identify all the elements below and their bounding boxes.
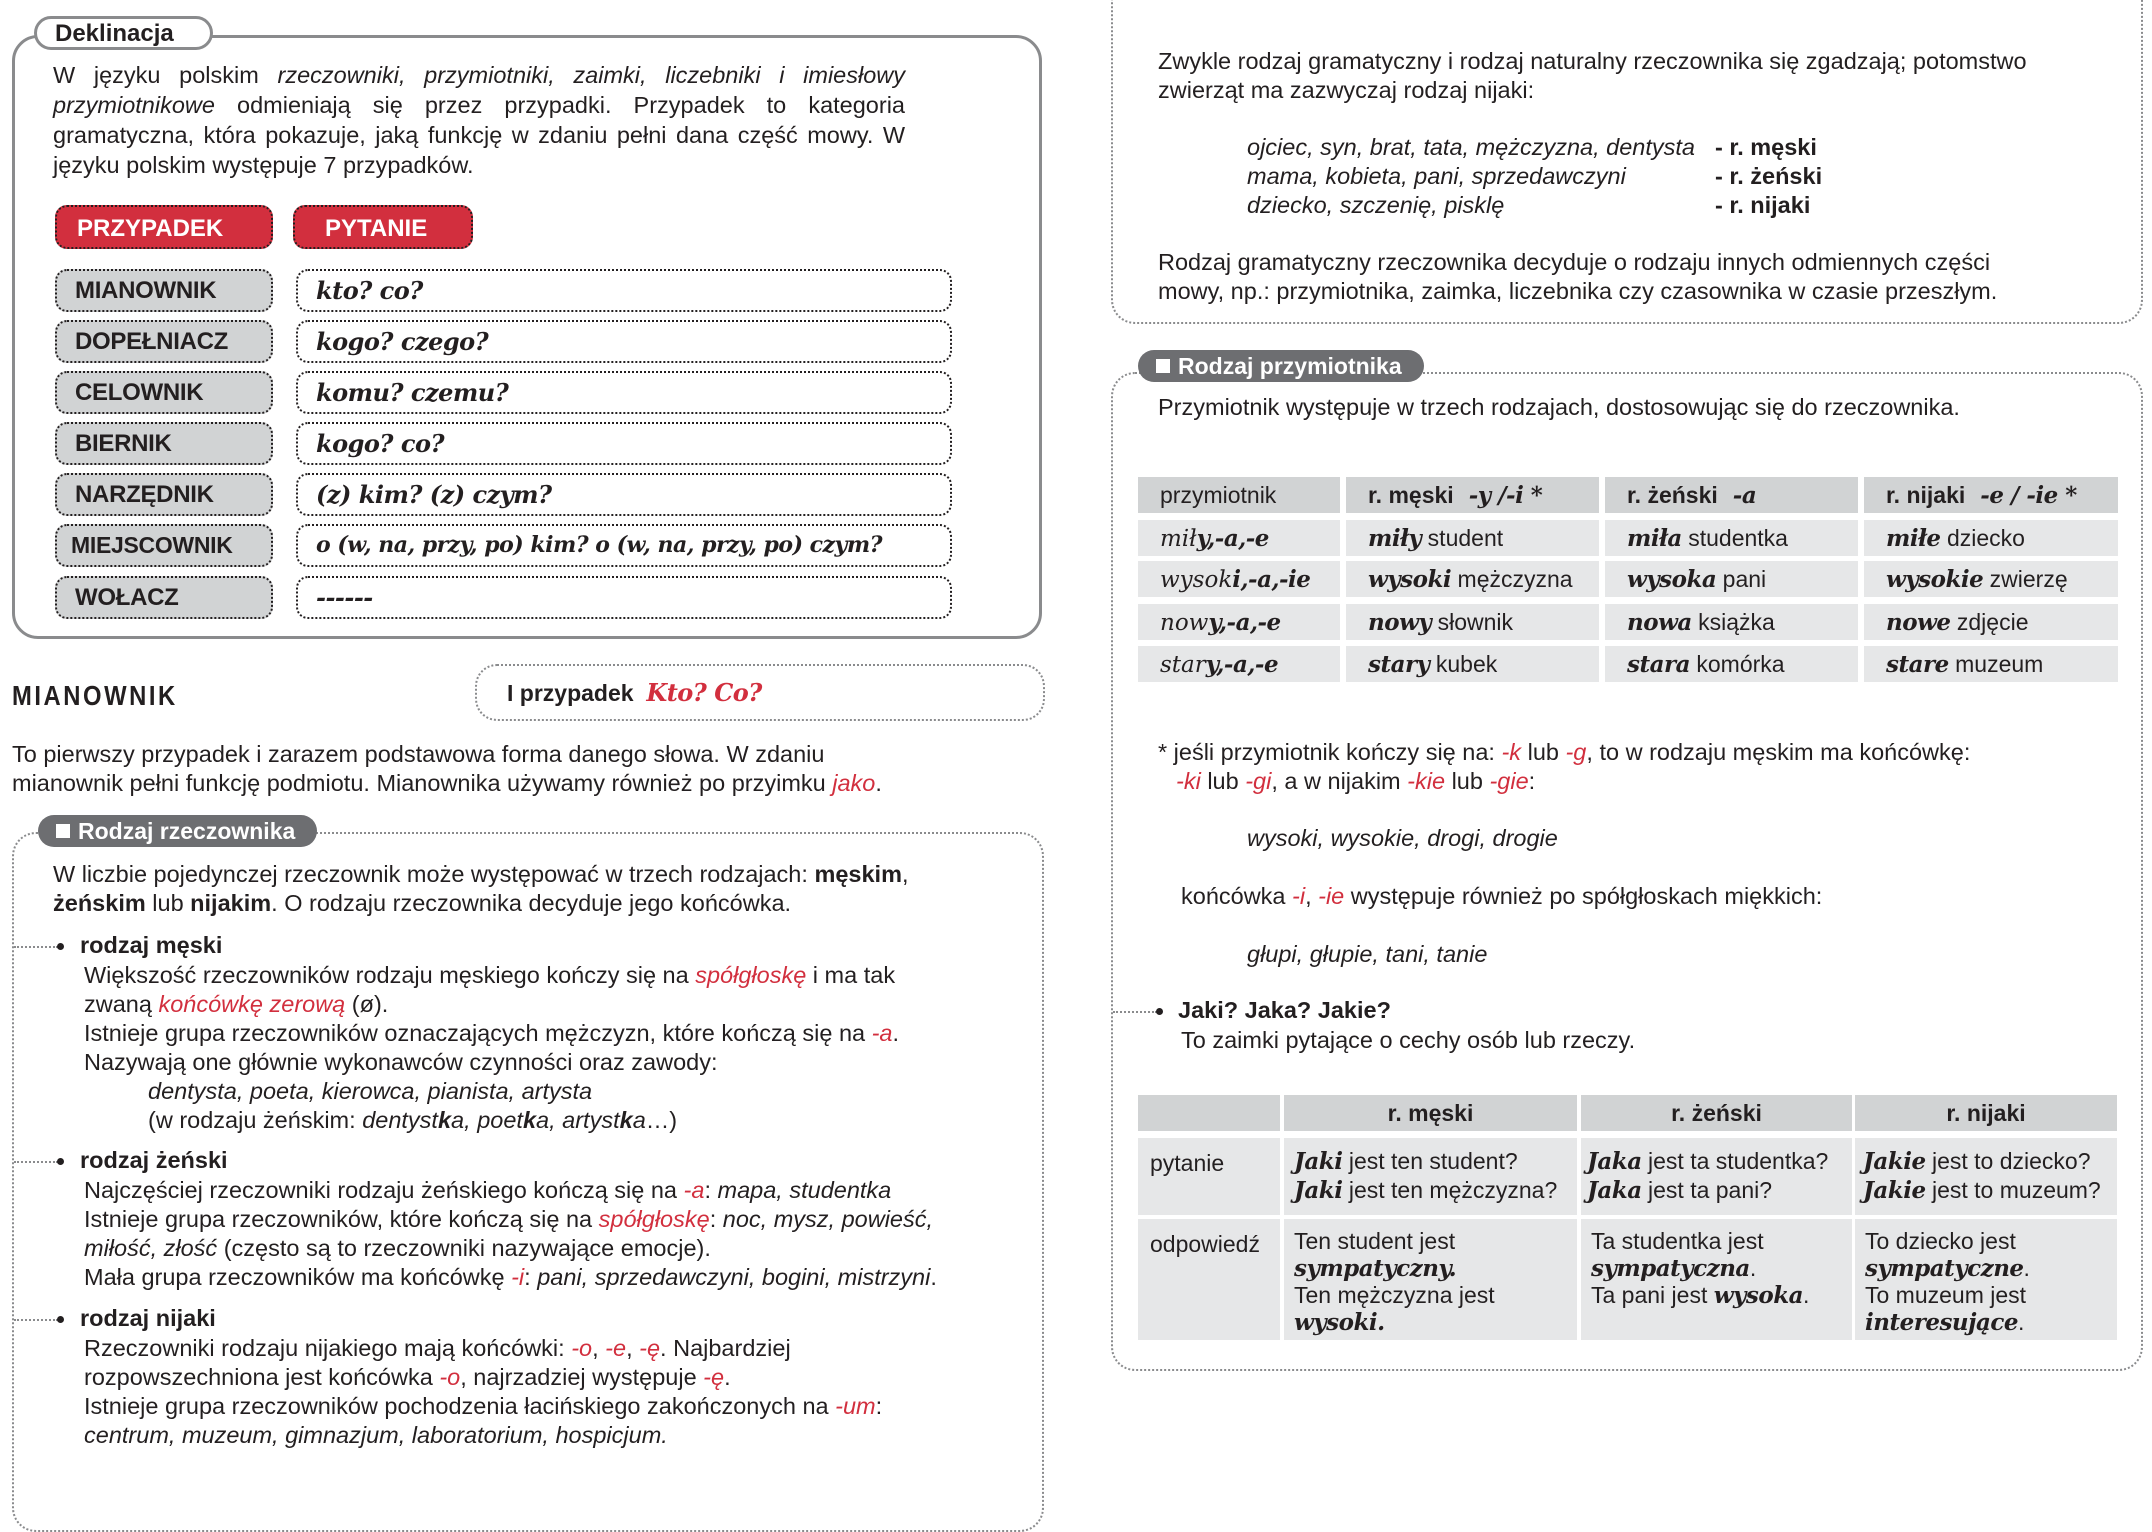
example-row: [1247, 162, 1822, 191]
t: mężczyzna: [1451, 566, 1573, 592]
examples: dentysta, poeta, kierowca, pianista, artysta: [148, 1078, 593, 1104]
table-cell: [1138, 646, 1340, 682]
header-pytanie: PYTANIE: [293, 205, 473, 249]
t: miłość, złość: [84, 1235, 218, 1261]
line: [84, 961, 899, 990]
line: [1591, 1282, 1852, 1309]
t: spółgłoskę: [598, 1206, 710, 1232]
bullet-connector: [14, 946, 58, 948]
t: zwaną: [84, 991, 159, 1017]
line: zwierząt ma zazwyczaj rodzaj nijaki:: [1158, 77, 1535, 103]
t: -y /-i *: [1453, 482, 1543, 509]
t: -a: [683, 1177, 705, 1203]
nijaki-body: [84, 1334, 882, 1450]
examples: centrum, muzeum, gimnazjum, laboratorium, hospicjum.: [84, 1422, 668, 1448]
t: miła: [1627, 525, 1682, 552]
intro-text: odmieniają się przez przypadki. Przypadek to kategoria gramatyczna, która pokazuje, jaką funkcję w zdaniu pełni dana część mowy. W języku polskim występuje 7 przypadków.: [53, 92, 905, 178]
t: wysoka: [1713, 1282, 1804, 1309]
t: -ki: [1176, 768, 1201, 794]
gender-examples: [1247, 133, 1822, 220]
t: studentka: [1681, 525, 1788, 551]
t: .: [2018, 1309, 2025, 1335]
t: Istnieje grupa rzeczowników, które kończą się na: [84, 1206, 599, 1232]
t: k: [437, 1107, 452, 1133]
case-label: CELOWNIK: [55, 371, 273, 414]
t: i,-a,-ie: [1232, 566, 1311, 593]
t: nowa: [1627, 609, 1692, 636]
t: -gie: [1489, 768, 1529, 794]
table-cell: [1581, 1138, 1852, 1215]
t: sympatyczne: [1865, 1255, 2024, 1282]
t: a: [451, 1107, 465, 1133]
table-header: r. męski: [1284, 1095, 1577, 1131]
deklinacja-tab: Deklinacja: [34, 16, 213, 50]
t: :: [1528, 768, 1536, 794]
case-question-red: Kto? Co?: [646, 678, 762, 707]
t: jest ta pani?: [1641, 1177, 1773, 1203]
t: Rzeczowniki rodzaju nijakiego mają końcówki:: [84, 1335, 572, 1361]
bullet-icon: [57, 943, 64, 950]
t: Jaka: [1587, 1177, 1642, 1204]
t: poet: [477, 1107, 523, 1133]
t: artyst: [562, 1107, 620, 1133]
line: Ten mężczyzna jest: [1294, 1282, 1495, 1308]
right-top-para-2: [1158, 248, 1997, 306]
t: noc, mysz, powieść,: [722, 1206, 934, 1232]
section-title-mianownik: MIANOWNIK: [12, 680, 178, 711]
line: wysoki.: [1294, 1309, 1385, 1336]
bullet-title-meski: rodzaj męski: [80, 932, 223, 958]
jaki-description: To zaimki pytające o cechy osób lub rzeczy.: [1181, 1027, 1636, 1053]
t: nijakim: [190, 890, 272, 916]
t: mapa, studentka: [717, 1177, 892, 1203]
t: Jakie: [1863, 1177, 1926, 1204]
t: -e: [605, 1335, 627, 1361]
t: wysokie: [1886, 566, 1984, 593]
t: ,: [626, 1335, 640, 1361]
t: wysok: [1160, 567, 1233, 593]
t: .: [724, 1364, 731, 1390]
table-cell: [1864, 604, 2118, 640]
rzeczownik-intro: [53, 860, 909, 918]
bullet-icon: [1156, 1008, 1163, 1015]
table-cell: [1864, 646, 2118, 682]
t: , to w rodzaju męskim ma końcówkę:: [1586, 739, 1971, 765]
para-text: mianownik pełni funkcję podmiotu. Mianownika używamy również po przyimku: [12, 770, 833, 796]
t: r. męski: [1368, 482, 1454, 508]
t: .: [930, 1264, 937, 1290]
t: :: [875, 1393, 883, 1419]
t: spółgłoskę: [695, 962, 807, 988]
case-question: o (w, na, przy, po) kim? o (w, na, przy, po) czym?: [296, 524, 952, 567]
t: k: [619, 1107, 633, 1133]
t: zdjęcie: [1950, 609, 2029, 635]
t: słownik: [1431, 609, 1514, 635]
t: (często są to rzeczowniki nazywające emocje).: [217, 1235, 711, 1261]
t: dziecko, szczenię, pisklę: [1247, 192, 1505, 218]
t: y,-a,-e: [1205, 651, 1279, 678]
case-number-label: I przypadek: [507, 680, 634, 706]
t: :: [704, 1177, 718, 1203]
example-line: wysoki, wysokie, drogi, drogie: [1247, 825, 1558, 851]
t: :: [524, 1264, 538, 1290]
t: …): [645, 1107, 678, 1133]
t: wysoka: [1627, 566, 1717, 593]
case-question: kogo? czego?: [296, 320, 952, 363]
example-row: [1247, 191, 1822, 220]
line: [1863, 1176, 2117, 1205]
t: lub: [145, 890, 191, 916]
t: miłe: [1886, 525, 1941, 552]
meski-body: [84, 961, 899, 1135]
t: dentyst: [362, 1107, 438, 1133]
t: i ma tak: [806, 962, 896, 988]
t: :: [709, 1206, 723, 1232]
table-cell: [1346, 604, 1599, 640]
t: -gi: [1245, 768, 1272, 794]
bullet-connector: [14, 1319, 58, 1321]
table-header: r. żeński: [1581, 1095, 1852, 1131]
line: [84, 1106, 899, 1135]
keyword-jako: jako: [832, 770, 876, 796]
square-icon: [56, 824, 70, 838]
case-label: MIANOWNIK: [55, 269, 273, 312]
t: -ę: [703, 1364, 725, 1390]
t: star: [1160, 652, 1206, 678]
t: - r. żeński: [1715, 163, 1823, 189]
bullet-icon: [57, 1158, 64, 1165]
case-question: kogo? co?: [296, 422, 952, 465]
t: interesujące: [1865, 1309, 2019, 1336]
table-cell: [1346, 561, 1599, 597]
t: stara: [1627, 651, 1690, 678]
t: student: [1421, 525, 1504, 551]
bullet-icon: [57, 1316, 64, 1323]
table-cell: [1284, 1138, 1577, 1215]
case-label: MIEJSCOWNIK: [55, 524, 273, 567]
t: y,-a,-e: [1196, 525, 1269, 552]
t: -k: [1501, 739, 1522, 765]
deklinacja-intro: [53, 60, 905, 180]
line: [1294, 1176, 1577, 1205]
t: , a w nijakim: [1271, 768, 1408, 794]
t: zwierzę: [1983, 566, 2068, 592]
case-question: kto? co?: [296, 269, 952, 312]
table-cell: [1864, 520, 2118, 556]
bullet-connector: [1113, 1011, 1157, 1013]
t: - r. męski: [1715, 134, 1817, 160]
case-question: ------: [296, 576, 952, 619]
t: -o: [439, 1364, 461, 1390]
t: nowe: [1886, 609, 1951, 636]
case-question: (z) kim? (z) czym?: [296, 473, 952, 516]
row-label: pytanie: [1138, 1138, 1280, 1215]
line: [1158, 767, 1970, 796]
line: [84, 1019, 899, 1048]
bullet-connector: [14, 1161, 58, 1163]
t: a: [536, 1107, 550, 1133]
t: Najczęściej rzeczowniki rodzaju żeńskiego kończą się na: [84, 1177, 684, 1203]
intro-text: W języku polskim: [53, 62, 278, 88]
line: Ta studentka jest: [1591, 1228, 1764, 1254]
table-cell: [1346, 646, 1599, 682]
t: -e / -ie *: [1965, 482, 2077, 509]
t: lub: [1521, 739, 1566, 765]
table-header: [1138, 1095, 1280, 1131]
table-cell: [1138, 604, 1340, 640]
line: [84, 1334, 882, 1363]
t: jest ten mężczyzna?: [1342, 1177, 1558, 1203]
t: komórka: [1690, 651, 1785, 677]
t: dentystka, poetka, artystka: [362, 1107, 646, 1133]
t: -i: [1292, 883, 1306, 909]
t: Jakie: [1863, 1148, 1926, 1175]
tab-label: Rodzaj rzeczownika: [78, 818, 296, 844]
case-question: komu? czemu?: [296, 371, 952, 414]
para-line: To pierwszy przypadek i zarazem podstawowa forma danego słowa. W zdaniu: [12, 741, 825, 767]
example-line: głupi, głupie, tani, tanie: [1247, 941, 1488, 967]
intro-line: [53, 860, 909, 889]
t: książka: [1691, 609, 1775, 635]
t: nowy: [1368, 609, 1432, 636]
t: .: [1749, 1255, 1757, 1281]
t: ojciec, syn, brat, tata, mężczyzna, dentysta: [1247, 134, 1696, 160]
t: jest to dziecko?: [1925, 1148, 2091, 1174]
t: stary: [1368, 651, 1430, 678]
line: [1294, 1147, 1577, 1176]
right-top-para-1: [1158, 47, 2027, 105]
adjective-note: [1158, 738, 1970, 796]
t: -o: [571, 1335, 593, 1361]
table-header: [1864, 477, 2118, 513]
t: występuje również po spółgłoskach miękkich:: [1344, 883, 1823, 909]
t: żeńskim: [53, 890, 146, 916]
bullet-title-jaki: Jaki? Jaka? Jakie?: [1178, 997, 1391, 1023]
para-line: [12, 769, 1032, 798]
t: muzeum: [1948, 651, 2044, 677]
header-przypadek: PRZYPADEK: [55, 205, 273, 249]
t: , najrzadziej występuje: [460, 1364, 704, 1390]
t: dziecko: [1940, 525, 2025, 551]
line: Rodzaj gramatyczny rzeczownika decyduje o rodzaju innych odmiennych części: [1158, 249, 1991, 275]
bullet-title-zenski: rodzaj żeński: [80, 1147, 228, 1173]
square-icon: [1156, 359, 1170, 373]
t: now: [1160, 610, 1209, 636]
t: rozpowszechniona jest końcówka: [84, 1364, 440, 1390]
line: sympatyczny.: [1294, 1255, 1457, 1282]
line: [84, 1205, 937, 1234]
t: r. żeński: [1627, 482, 1718, 508]
t: -a: [871, 1020, 893, 1046]
table-cell: [1284, 1219, 1577, 1340]
t: (ø).: [345, 991, 389, 1017]
t: . O rodzaju rzeczownika decyduje jego końcówka.: [271, 890, 792, 916]
t: jest to muzeum?: [1925, 1177, 2101, 1203]
t: Istnieje grupa rzeczowników pochodzenia łacińskiego zakończonych na: [84, 1393, 836, 1419]
table-header: [1605, 477, 1858, 513]
t: -i: [511, 1264, 525, 1290]
table-cell: [1605, 561, 1858, 597]
t: miły: [1368, 525, 1422, 552]
line: [1863, 1147, 2117, 1176]
t: -a: [1717, 482, 1757, 509]
case-label: BIERNIK: [55, 422, 273, 465]
table-cell: [1855, 1219, 2117, 1340]
t: końcówkę zerową: [158, 991, 346, 1017]
t: (w rodzaju żeńskim:: [148, 1107, 363, 1133]
t: -ę: [639, 1335, 661, 1361]
rodzaj-rzeczownika-tab: [38, 815, 317, 847]
case-label: NARZĘDNIK: [55, 473, 273, 516]
line: mowy, np.: przymiotnika, zaimka, liczebnika czy czasownika w czasie przeszłym.: [1158, 278, 1998, 304]
t: .: [1803, 1282, 1810, 1308]
t: wysoki: [1368, 566, 1452, 593]
case-number-box: [475, 664, 1045, 721]
t: y,-a,-e: [1208, 609, 1281, 636]
t: -ie: [1318, 883, 1345, 909]
t: -g: [1565, 739, 1587, 765]
t: * jeśli przymiotnik kończy się na:: [1158, 739, 1502, 765]
table-cell: [1138, 520, 1340, 556]
line: Zwykle rodzaj gramatyczny i rodzaj naturalny rzeczownika się zgadzają; potomstwo: [1158, 48, 2027, 74]
line: Ten student jest: [1294, 1228, 1456, 1254]
t: .: [2023, 1255, 2030, 1281]
t: jest ta studentka?: [1641, 1148, 1829, 1174]
table-cell: [1346, 520, 1599, 556]
t: Jaki: [1294, 1177, 1343, 1204]
t: Istnieje grupa rzeczowników oznaczających mężczyzn, które kończą się na: [84, 1020, 872, 1046]
tab-label: Rodzaj przymiotnika: [1178, 353, 1402, 379]
table-cell: [1138, 561, 1340, 597]
line: Nazywają one głównie wykonawców czynności oraz zawody:: [84, 1049, 718, 1075]
line: [84, 1363, 882, 1392]
t: lub: [1200, 768, 1246, 794]
t: Jaki: [1294, 1148, 1343, 1175]
line: [1158, 738, 1970, 767]
line: [1591, 1255, 1852, 1282]
line: To muzeum jest: [1865, 1282, 2027, 1308]
t: pani, sprzedawczyni, bogini, mistrzyni: [537, 1264, 931, 1290]
t: .: [892, 1020, 900, 1046]
line: [84, 1234, 937, 1263]
przymiotnik-intro: Przymiotnik występuje w trzech rodzajach, dostosowując się do rzeczownika.: [1158, 394, 1960, 420]
t: - r. nijaki: [1715, 192, 1811, 218]
table-header: [1138, 477, 1340, 513]
line: [84, 1263, 937, 1292]
t: -um: [835, 1393, 876, 1419]
t: lub: [1445, 768, 1490, 794]
line: [1587, 1176, 1852, 1205]
t: Jaka: [1587, 1148, 1642, 1175]
t: -kie: [1407, 768, 1446, 794]
row-label: odpowiedź: [1138, 1219, 1280, 1340]
t: pani: [1716, 566, 1767, 592]
t: Większość rzeczowników rodzaju męskiego kończy się na: [84, 962, 696, 988]
t: jest ten student?: [1342, 1148, 1518, 1174]
intro-line: [53, 889, 909, 918]
t: kubek: [1429, 651, 1498, 677]
rodzaj-przymiotnika-tab: [1138, 350, 1424, 382]
line: [84, 1176, 937, 1205]
zenski-body: [84, 1176, 937, 1292]
line: [1587, 1147, 1852, 1176]
table-header: [1346, 477, 1599, 513]
bullet-title-nijaki: rodzaj nijaki: [80, 1305, 216, 1331]
table-header: r. nijaki: [1855, 1095, 2117, 1131]
table-cell: [1605, 520, 1858, 556]
t: ,: [901, 861, 909, 887]
case-label: DOPEŁNIACZ: [55, 320, 273, 363]
case-label: WOŁACZ: [55, 576, 273, 619]
t: końcówka: [1181, 883, 1293, 909]
t: . Najbardziej: [660, 1335, 791, 1361]
soft-consonant-note: [1181, 882, 1822, 911]
t: sympatyczna: [1591, 1255, 1750, 1282]
line: To dziecko jest: [1865, 1228, 2016, 1254]
t: mama, kobieta, pani, sprzedawczyni: [1247, 163, 1626, 189]
t: męskim: [814, 861, 902, 887]
mianownik-paragraph: [12, 740, 1032, 798]
line: [84, 990, 899, 1019]
t: Mała grupa rzeczowników ma końcówkę: [84, 1264, 512, 1290]
line: [1865, 1309, 2117, 1336]
t: a: [632, 1107, 646, 1133]
table-cell: [1605, 604, 1858, 640]
example-row: [1247, 133, 1822, 162]
t: stare: [1886, 651, 1949, 678]
table-cell: [1605, 646, 1858, 682]
t: mił: [1160, 526, 1197, 552]
line: [84, 1392, 882, 1421]
para-text: .: [875, 770, 882, 796]
t: k: [522, 1107, 537, 1133]
t: przymiotnik: [1160, 482, 1277, 508]
table-cell: [1855, 1138, 2117, 1215]
line: [1865, 1255, 2117, 1282]
t: r. nijaki: [1886, 482, 1966, 508]
intro-italic: rzeczowniki, przymiotniki, zaimki, liczebniki i imiesłowy przymiotnikowe: [53, 62, 905, 118]
table-cell: [1864, 561, 2118, 597]
t: W liczbie pojedynczej rzeczownik może występować w trzech rodzajach:: [53, 861, 815, 887]
t: Ta pani jest: [1591, 1282, 1714, 1308]
t: ,: [1305, 883, 1319, 909]
t: ,: [592, 1335, 606, 1361]
table-cell: [1581, 1219, 1852, 1340]
